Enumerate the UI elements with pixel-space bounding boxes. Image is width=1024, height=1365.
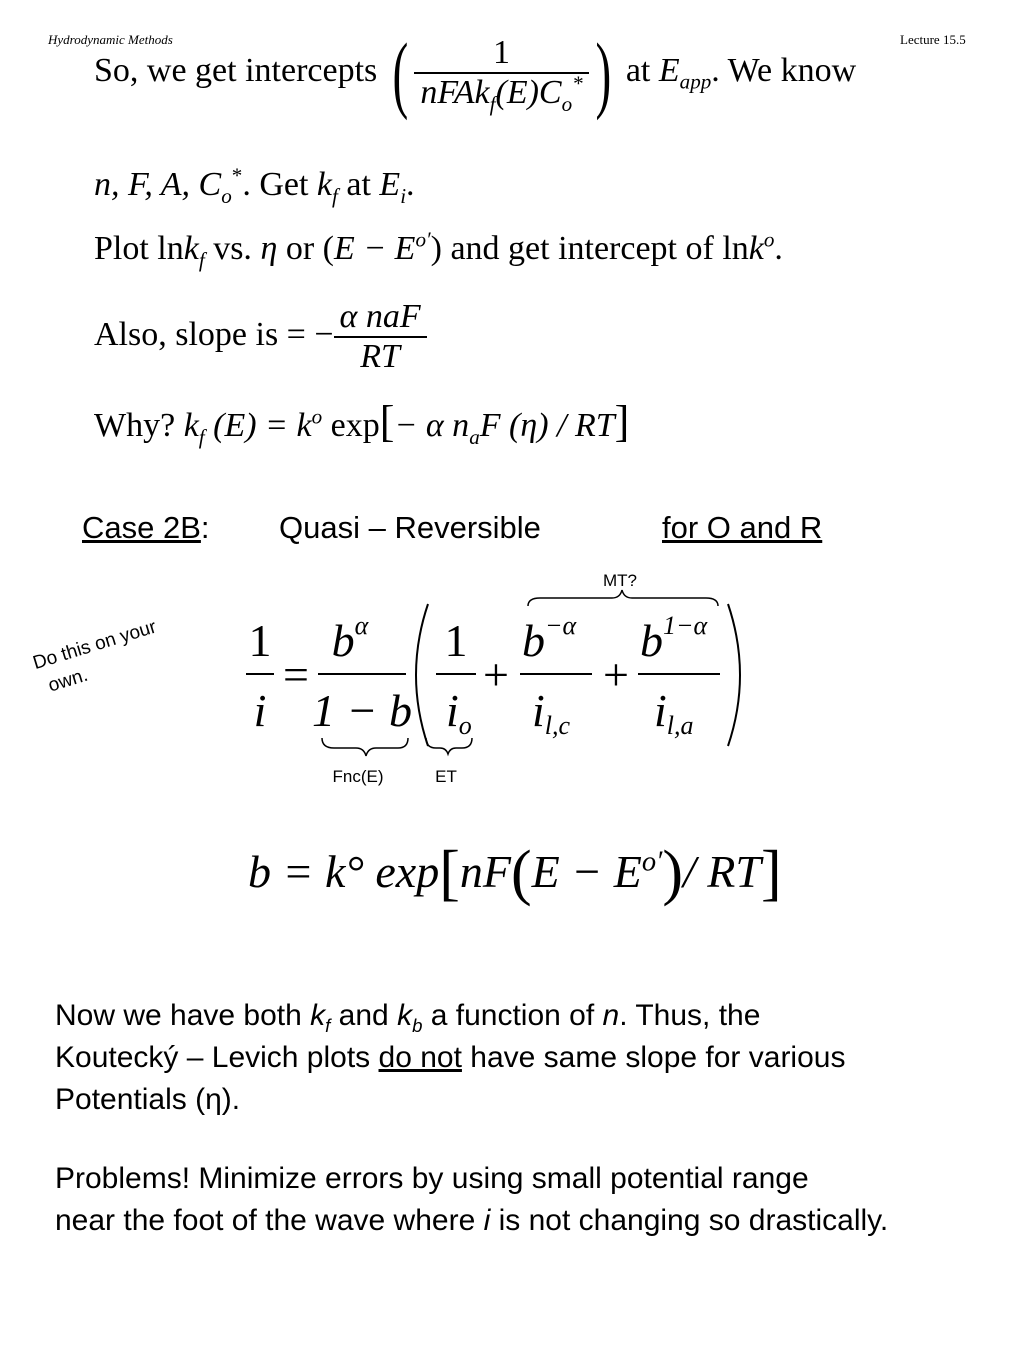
para2-line2	[55, 1200, 888, 1242]
den-sup2: *	[572, 71, 583, 96]
line3-and: and get intercept of ln	[450, 230, 749, 267]
para1-line3: Potentials (η).	[55, 1083, 241, 1116]
t2-den-base: i	[532, 685, 545, 736]
math-line-4	[94, 298, 427, 376]
math-line-3	[94, 227, 783, 272]
equals-sign: =	[283, 649, 309, 700]
p1-t1: Now we have both	[55, 999, 311, 1032]
fraction-denominator	[414, 71, 588, 116]
t2-num-sup: −α	[545, 611, 577, 640]
t3-den-sub: l,a	[666, 711, 694, 740]
line3-or: or (	[285, 230, 334, 267]
b-eq-lhs: b = k° exp	[248, 846, 440, 897]
et-label: ET	[435, 767, 457, 786]
t2-den-sub: l,c	[544, 711, 571, 740]
fnc-underbrace	[322, 738, 408, 756]
math-line-1	[94, 25, 857, 121]
b-alpha-sup: α	[354, 611, 369, 640]
line5-inner2: F (η) / RT	[479, 407, 615, 444]
math-line-5	[94, 396, 629, 447]
plus-sign-2: +	[603, 649, 629, 700]
line1-E: E	[658, 51, 680, 89]
big-paren-open	[416, 604, 428, 746]
intercept-fraction	[414, 34, 588, 116]
case-name: Case 2B	[82, 510, 201, 545]
p1-l2a: Koutecký – Levich plots	[55, 1041, 379, 1074]
line2-c-sub: o	[221, 183, 232, 208]
case-colon: :	[200, 510, 210, 545]
t3-num-sup: 1−α	[663, 611, 708, 640]
b-eq-nF: nF	[459, 846, 511, 897]
b-eq-bracket-close: ]	[760, 839, 782, 907]
line3-E: E − E	[333, 230, 416, 267]
t3-denominator	[654, 685, 694, 740]
line5-eq: (E) = k	[213, 407, 312, 444]
line5-why: Why?	[94, 407, 176, 444]
line3-vs: vs.	[213, 230, 252, 267]
t2-numerator	[522, 611, 578, 666]
line3-eta: η	[260, 230, 278, 267]
line1-E-sub: app	[679, 69, 712, 94]
line3-close: )	[430, 230, 442, 267]
line5-n-sub: a	[469, 424, 480, 449]
line2-at: at	[346, 166, 371, 203]
t3-num-base: b	[640, 615, 663, 666]
line3-k2-sup: o	[763, 227, 775, 252]
p1-kb: k	[397, 999, 413, 1032]
b-eq-paren-open: (	[510, 839, 532, 907]
line3-k-sub: f	[198, 247, 205, 272]
b-eq-E: E − E	[531, 846, 642, 897]
line5-exp: exp	[330, 407, 380, 444]
case-right: for O and R	[662, 510, 823, 545]
b-alpha-denominator: 1 − b	[311, 685, 413, 736]
line3-end: .	[774, 230, 783, 267]
slope-denominator: RT	[360, 338, 400, 375]
t2-num-base: b	[522, 615, 545, 666]
t2-denominator	[532, 685, 571, 740]
p1-t3: a function of	[422, 999, 603, 1032]
t1-den-base: i	[446, 685, 459, 736]
p1-n: n	[602, 999, 620, 1032]
p1-kf-sub: f	[325, 1015, 331, 1036]
paren-open: (	[392, 25, 408, 121]
kl-equation	[0, 560, 1024, 800]
lhs-denominator: i	[253, 685, 267, 736]
fnc-label: Fnc(E)	[332, 767, 384, 786]
line2-end: .	[406, 166, 415, 203]
line1-at: at	[625, 51, 651, 89]
den-sub: f	[489, 91, 496, 116]
den-mid: (E)C	[495, 74, 562, 111]
math-line-2	[94, 163, 415, 208]
p1-t2: and	[330, 999, 398, 1032]
line2-k-sub: f	[332, 183, 338, 208]
para1-line2	[55, 1037, 845, 1079]
line2-E: E	[379, 166, 401, 203]
den-text: nFAk	[420, 74, 490, 111]
plus-sign-1: +	[483, 649, 509, 700]
t1-numerator: 1	[444, 615, 468, 666]
case-middle: Quasi – Reversible	[279, 510, 541, 545]
p1-t4: . Thus, the	[619, 999, 761, 1032]
line5-bracket-open: [	[379, 397, 395, 446]
side-note-line2: own.	[45, 664, 91, 697]
p2-l2i: i	[483, 1204, 491, 1237]
line3-plot: Plot ln	[94, 230, 184, 267]
paren-close: )	[595, 25, 611, 121]
t1-den-sub: o	[458, 711, 472, 740]
fraction-numerator: 1	[414, 34, 588, 74]
line3-k: k	[183, 230, 199, 267]
b-eq-tail: / RT	[683, 846, 761, 897]
line5-eq-sup: o	[311, 404, 323, 429]
slope-fraction	[334, 298, 427, 376]
den-sub2: o	[561, 91, 573, 116]
para2-line1: Problems! Minimize errors by using small potential range	[55, 1162, 809, 1195]
b-equation	[248, 838, 782, 909]
p2-l2b: is not changing so drastically.	[490, 1204, 889, 1237]
p2-l2a: near the foot of the wave where	[55, 1204, 484, 1237]
p1-kf: k	[310, 999, 326, 1032]
et-underbrace	[426, 738, 472, 754]
line3-E-sup: o′	[415, 227, 431, 252]
t1-denominator	[446, 685, 472, 740]
b-alpha-numerator	[332, 611, 370, 666]
para1-line1	[55, 995, 845, 1037]
line4-lead: Also, slope is = −	[94, 315, 334, 353]
p1-l2b: have same slope for various	[461, 1041, 846, 1074]
paragraph-1	[55, 995, 845, 1121]
line2-vars: n, F, A, C	[94, 166, 222, 203]
line2-k: k	[316, 166, 332, 203]
case-label	[82, 510, 210, 546]
b-eq-paren-close: )	[662, 839, 684, 907]
line3-k2: k	[748, 230, 764, 267]
b-eq-E-sup: o′	[641, 846, 663, 878]
header-left: Hydrodynamic Methods	[48, 32, 173, 47]
line1-lead: So, we get intercepts	[94, 51, 378, 89]
p1-kb-sub: b	[412, 1015, 423, 1036]
t3-numerator	[640, 611, 709, 666]
line5-inner: − α n	[394, 407, 470, 444]
line5-k: k	[183, 407, 199, 444]
side-note-line1: Do this on your	[30, 616, 159, 674]
lhs-numerator: 1	[248, 615, 272, 666]
paragraph-2	[55, 1158, 888, 1242]
line5-k-sub: f	[198, 424, 205, 449]
header-right: Lecture 15.5	[900, 32, 966, 47]
line1-tail: . We know	[711, 51, 857, 89]
line2-E-sub: i	[400, 183, 407, 208]
b-alpha-base: b	[331, 615, 355, 666]
big-paren-close	[728, 604, 740, 746]
t3-den-base: i	[654, 685, 667, 736]
slope-numerator: α naF	[334, 298, 427, 338]
line2-get: . Get	[242, 166, 309, 203]
line5-bracket-close: ]	[614, 397, 630, 446]
line2-c-sup: *	[231, 163, 243, 188]
b-eq-bracket-open: [	[439, 839, 460, 907]
mt-overbrace	[528, 590, 718, 606]
p1-l2u: do not	[378, 1041, 462, 1074]
mt-label: MT?	[603, 571, 637, 590]
